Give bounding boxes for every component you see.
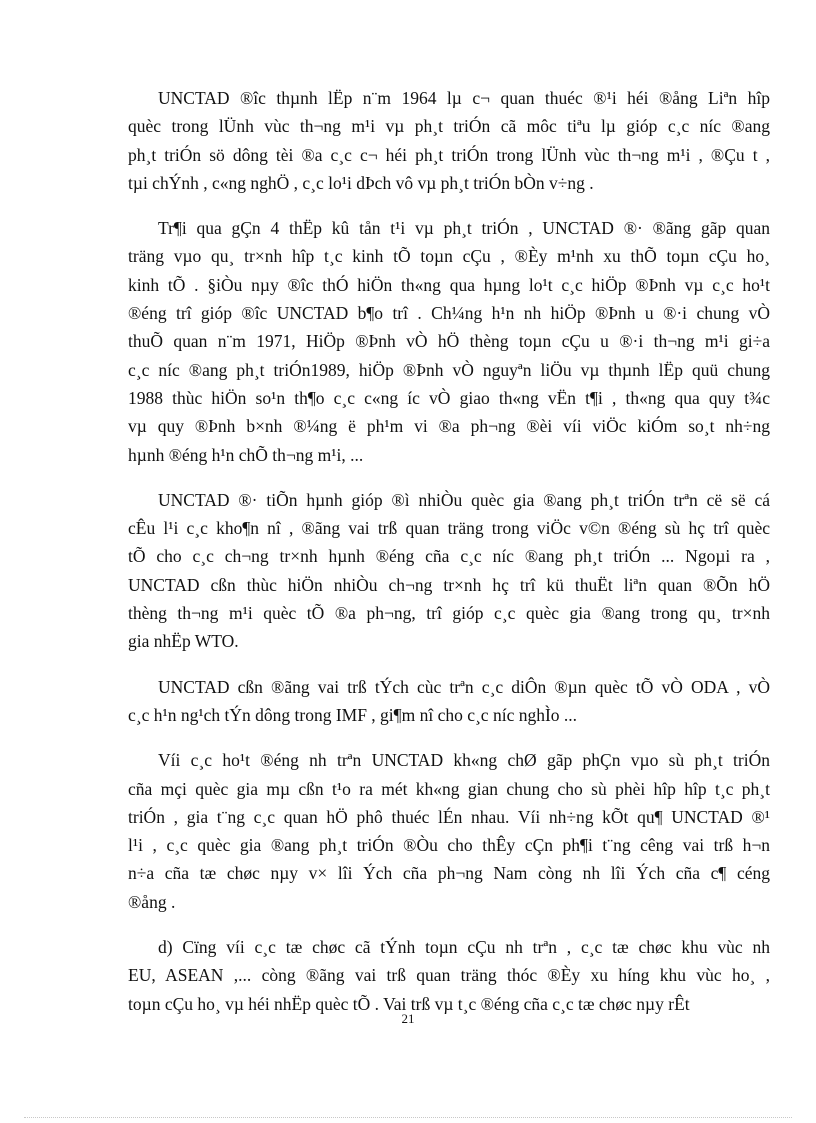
text-line: ph¸t triÓn sö dông tèi ®a c¸c c¬ héi ph¸t triÓn trong lÜnh vùc th¬ng m¹i , ®Çu t , bbox=[128, 144, 770, 165]
text-line: tÕ cho c¸c ch¬ng tr×nh hµnh ®éng cña c¸c níc ®ang ph¸t triÓn ... Ngoµi ra , bbox=[128, 546, 770, 567]
text-line: c¸c níc ®ang ph¸t triÓn1989, hiÖp ®Þnh vÒ nguyªn liÖu vµ thµnh lËp quü chung bbox=[128, 359, 770, 380]
text-line: Tr¶i qua gÇn 4 thËp kû tån t¹i vµ ph¸t triÓn , UNCTAD ®· ®ãng gãp quan bbox=[158, 218, 770, 239]
text-line: Víi c¸c ho¹t ®éng nh trªn UNCTAD kh«ng chØ gãp phÇn vµo sù ph¸t triÓn bbox=[158, 750, 770, 771]
text-line: hµnh ®éng h¹n chÕ th¬ng m¹i, ... bbox=[128, 444, 364, 465]
text-line: UNCTAD ®îc thµnh lËp n¨m 1964 lµ c¬ quan thuéc ®¹i héi ®ång Liªn hîp bbox=[158, 88, 770, 108]
text-line: l¹i , c¸c quèc gia ®ang ph¸t triÓn ®Òu cho thÊy cÇn ph¶i t¨ng cêng vai trß h¬n bbox=[128, 835, 770, 856]
text-line: toµn cÇu ho¸ vµ héi nhËp quèc tÕ . Vai trß vµ t¸c ®éng cña c¸c tæ chøc nµy rÊt bbox=[128, 993, 690, 1014]
text-line: 1988 thùc hiÖn so¹n th¶o c¸c c«ng íc vÒ giao th«ng vËn t¶i , th«ng qua quy t¾c bbox=[128, 387, 770, 408]
text-line: d) Cïng víi c¸c tæ chøc cã tÝnh toµn cÇu nh trªn , c¸c tæ chøc khu vùc nh bbox=[158, 937, 770, 958]
text-line: thuÕ quan n¨m 1971, HiÖp ®Þnh vÒ hÖ thèng toµn cÇu u ®·i th¬ng m¹i gi÷a bbox=[128, 331, 770, 352]
page-bottom-edge bbox=[24, 1117, 792, 1118]
text-line: thèng th¬ng m¹i quèc tÕ ®a ph¬ng, trî gióp c¸c quèc gia ®ang trong qu¸ tr×nh bbox=[128, 603, 770, 624]
text-line: quèc trong lÜnh vùc th¬ng m¹i vµ ph¸t triÓn cã môc tiªu lµ gióp c¸c níc ®ang bbox=[128, 116, 770, 137]
text-line: UNCTAD cßn thùc hiÖn nhiÒu ch¬ng tr×nh hç trî kü thuËt liªn quan ®Õn hÖ bbox=[128, 574, 770, 595]
page-number: 21 bbox=[401, 1011, 415, 1026]
paragraph bbox=[128, 673, 770, 730]
text-line: gia nhËp WTO. bbox=[128, 631, 239, 652]
paragraph bbox=[128, 84, 770, 197]
text-line: triÓn , gia t¨ng c¸c quan hÖ phô thuéc lÉn nhau. Víi nh÷ng kÕt qu¶ UNCTAD ®¹ bbox=[128, 806, 770, 827]
text-line: ®ång . bbox=[128, 891, 176, 912]
text-line: träng vµo qu¸ tr×nh hîp t¸c kinh tÕ toµn cÇu , ®Èy m¹nh xu thÕ toµn cÇu ho¸ bbox=[128, 246, 770, 267]
text-line: ®éng trî gióp ®îc UNCTAD b¶o trî . Ch¼ng h¹n nh hiÖp ®Þnh u ®·i chung vÒ bbox=[128, 303, 770, 324]
text-line: c¸c h¹n ng¹ch tÝn dông trong IMF , gi¶m nî cho c¸c níc nghÌo ... bbox=[128, 704, 578, 725]
text-line: cÊu l¹i c¸c kho¶n nî , ®ãng vai trß quan träng trong viÖc v©n ®éng sù hç trî quèc bbox=[128, 518, 770, 539]
text-line: UNCTAD ®· tiÕn hµnh gióp ®ì nhiÒu quèc gia ®ang ph¸t triÓn trªn cë së cá bbox=[158, 489, 770, 510]
text-line: UNCTAD cßn ®ãng vai trß tÝch cùc trªn c¸c diÔn ®µn quèc tÕ vÒ ODA , vÒ bbox=[158, 676, 770, 697]
text-line: n÷a cña tæ chøc nµy v× lîi Ých cña ph¬ng Nam còng nh lîi Ých cña c¶ céng bbox=[128, 863, 770, 884]
paragraph bbox=[128, 486, 770, 656]
paragraph bbox=[128, 746, 770, 916]
text-line: cña mçi quèc gia mµ cßn t¹o ra mét kh«ng gian chung cho sù phèi hîp hîp t¸c ph¸t bbox=[128, 778, 770, 799]
paragraph bbox=[128, 214, 770, 469]
text-line: vµ quy ®Þnh b×nh ®¼ng ë ph¹m vi ®a ph¬ng ®èi víi viÖc kiÓm so¸t nh÷ng bbox=[128, 416, 770, 437]
paragraph bbox=[128, 933, 770, 1018]
text-line: kinh tÕ . §iÒu nµy ®îc thÓ hiÖn th«ng qua hµng lo¹t c¸c hiÖp ®Þnh vµ c¸c ho¹t bbox=[128, 274, 770, 295]
text-line: tµi chÝnh , c«ng nghÖ , c¸c lo¹i dÞch vô vµ ph¸t triÓn bÒn v÷ng . bbox=[128, 172, 594, 193]
text-line: EU, ASEAN ,... còng ®ãng vai trß quan träng thóc ®Èy xu híng khu vùc ho¸ , bbox=[128, 965, 770, 986]
document-body bbox=[128, 84, 770, 1035]
